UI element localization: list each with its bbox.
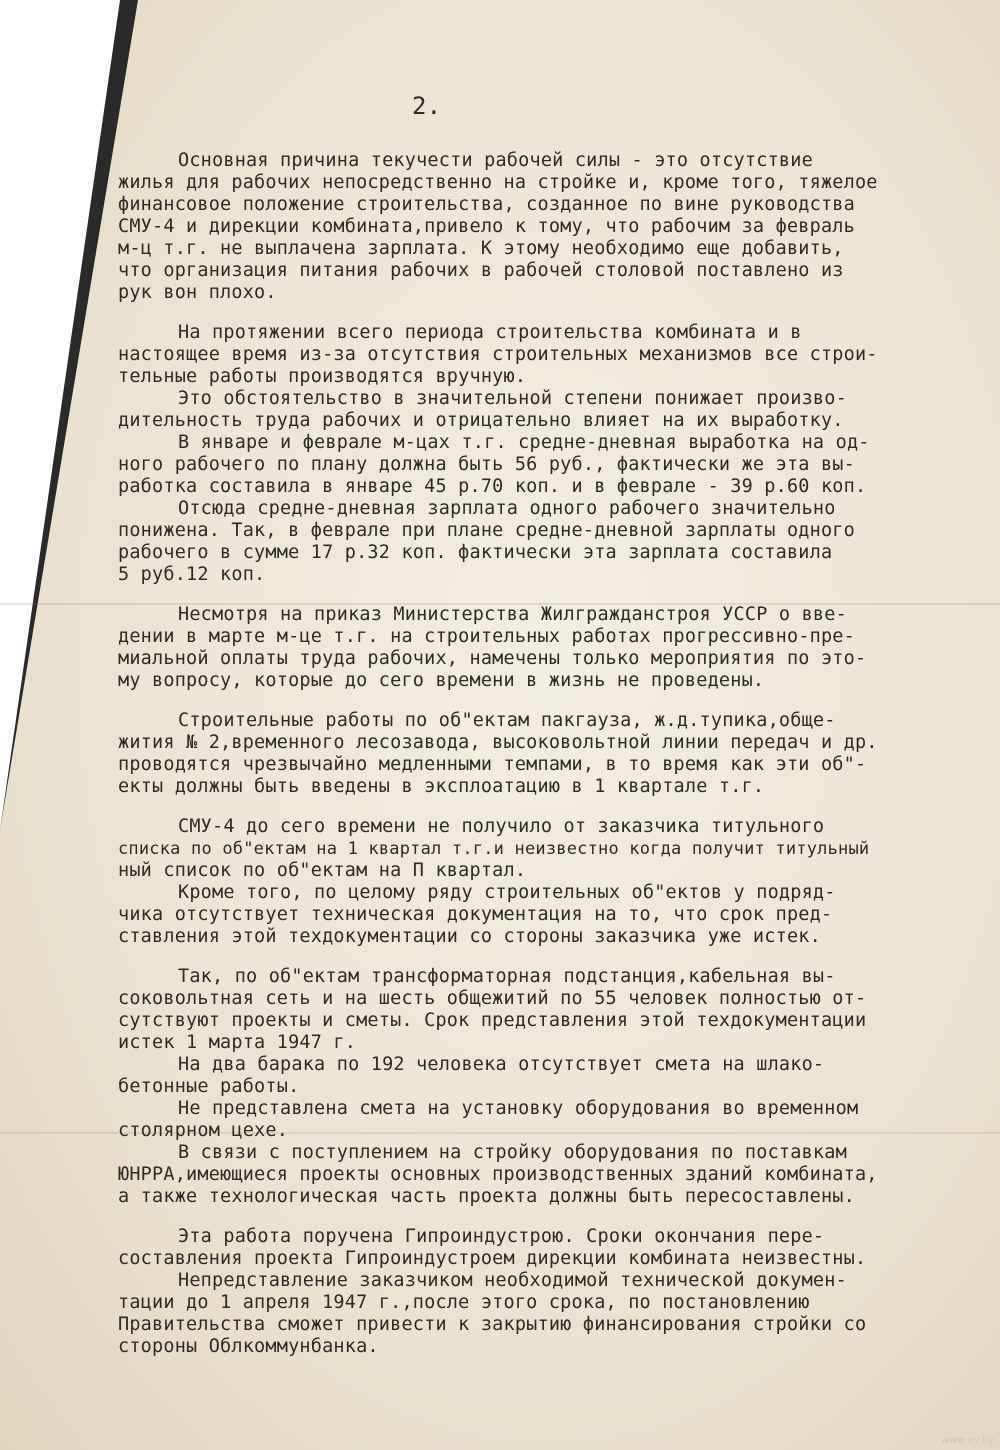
text-line: сутствуют проекты и сметы. Срок представления этой техдокументации bbox=[118, 1010, 867, 1031]
text-line: составления проекта Гипроиндустроем дирекции комбината неизвестны. bbox=[118, 1248, 867, 1269]
text-line: проводятся чрезвычайно медленными темпами, в то время как эти об"- bbox=[118, 754, 867, 775]
text-line: Отсюда средне-дневная зарплата одного рабочего значительно bbox=[178, 498, 836, 519]
text-line: ного рабочего по плану должна быть 56 руб., фактически же эта вы- bbox=[118, 454, 855, 475]
text-line: ставления этой техдокументации со стороны заказчика уже истек. bbox=[118, 926, 821, 947]
text-line: бетонные работы. bbox=[118, 1076, 300, 1097]
text-line: а также технологическая часть проекта должны быть пересоставлены. bbox=[118, 1186, 855, 1207]
text-line: тации до 1 апреля 1947 г.,после этого срока, по постановлению bbox=[118, 1292, 810, 1313]
text-line: В связи с поступлением на стройку оборудования по поставкам bbox=[178, 1142, 847, 1163]
text-line: му вопросу, которые до сего времени в жизнь не проведены. bbox=[118, 670, 765, 691]
text-line: Строительные работы по об"ектам пакгауза, ж.д.тупика,обще- bbox=[178, 710, 836, 731]
text-line: миальной оплаты труда рабочих, намечены только мероприятия по это- bbox=[118, 648, 867, 669]
watermark: www.ay.by bbox=[941, 1435, 994, 1446]
text-line: екты должны быть введены в эксплоатацию в 1 квартале т.г. bbox=[118, 776, 765, 797]
text-line: списка по об"ектам на 1 квартал т.г.и неизвестно когда получит титульный bbox=[118, 839, 870, 859]
text-line: ЮНРРА,имеющиеся проекты основных производственных зданий комбината, bbox=[118, 1164, 878, 1185]
text-line: работка составила в январе 45 р.70 коп. и в феврале - 39 р.60 коп. bbox=[118, 476, 867, 497]
page-number: 2. bbox=[412, 92, 442, 120]
text-line: Это обстоятельство в значительной степени понижает произво- bbox=[178, 388, 847, 409]
text-line: дении в марте м-це т.г. на строительных работах прогрессивно-пре- bbox=[118, 626, 855, 647]
text-line: Так, по об"ектам трансформаторная подстанция,кабельная вы- bbox=[178, 966, 836, 987]
text-line: Кроме того, по целому ряду строительных об"ектов у подряд- bbox=[178, 882, 836, 903]
text-line: В январе и феврале м-цах т.г. средне-дневная выработка на од- bbox=[178, 432, 870, 453]
text-line: чика отсутствует техническая документация на то, что срок пред- bbox=[118, 904, 833, 925]
text-line: ный список по об"ектам на П квартал. bbox=[118, 860, 527, 881]
text-line: дительность труда рабочих и отрицательно влияет на их выработку. bbox=[118, 410, 844, 431]
text-line: Не представлена смета на установку оборудования во временном bbox=[178, 1098, 859, 1119]
text-line: соковольтная сеть и на шесть общежитий по 55 человек полностью от- bbox=[118, 988, 867, 1009]
text-line: столярном цехе. bbox=[118, 1120, 289, 1141]
text-line: понижена. Так, в феврале при плане средне-дневной зарплаты одного bbox=[118, 520, 855, 541]
text-line: Несмотря на приказ Министерства Жилгражданстроя УССР о вве- bbox=[178, 604, 847, 625]
text-line: СМУ-4 и дирекции комбината,привело к тому, что рабочим за февраль bbox=[118, 216, 855, 237]
text-line: Эта работа поручена Гипроиндустрою. Сроки окончания пере- bbox=[178, 1226, 825, 1247]
text-line: настоящее время из-за отсутствия строительных механизмов все строи- bbox=[118, 344, 878, 365]
text-line: На два барака по 192 человека отсутствует смета на шлако- bbox=[178, 1054, 825, 1075]
text-line: На протяжении всего периода строительства комбината и в bbox=[178, 322, 802, 343]
text-line: рабочего в сумме 17 р.32 коп. фактически эта зарплата составила bbox=[118, 542, 833, 563]
text-line: рук вон плохо. bbox=[118, 282, 277, 303]
text-line: тельные работы производятся вручную. bbox=[118, 366, 527, 387]
text-line: м-ц т.г. не выплачена зарплата. К этому необходимо еще добавить, bbox=[118, 238, 844, 259]
text-line: Основная причина текучести рабочей силы - это отсутствие bbox=[178, 150, 813, 171]
text-line: что организация питания рабочих в рабочей столовой поставлено из bbox=[118, 260, 844, 281]
text-line: стороны Облкоммунбанка. bbox=[118, 1336, 379, 1357]
text-line: жилья для рабочих непосредственно на стройке и, кроме того, тяжелое bbox=[118, 172, 878, 193]
text-line: финансовое положение строительства, созданное по вине руководства bbox=[118, 194, 855, 215]
text-line: жития № 2,временного лесозавода, высоковольтной линии передач и др. bbox=[118, 732, 878, 753]
text-line: 5 руб.12 коп. bbox=[118, 564, 266, 585]
text-line: истек 1 марта 1947 г. bbox=[118, 1032, 357, 1053]
text-line: Правительства сможет привести к закрытию финансирования стройки со bbox=[118, 1314, 867, 1335]
text-line: Непредставление заказчиком необходимой технической докумен- bbox=[178, 1270, 847, 1291]
text-line: СМУ-4 до сего времени не получило от заказчика титульного bbox=[178, 816, 825, 837]
